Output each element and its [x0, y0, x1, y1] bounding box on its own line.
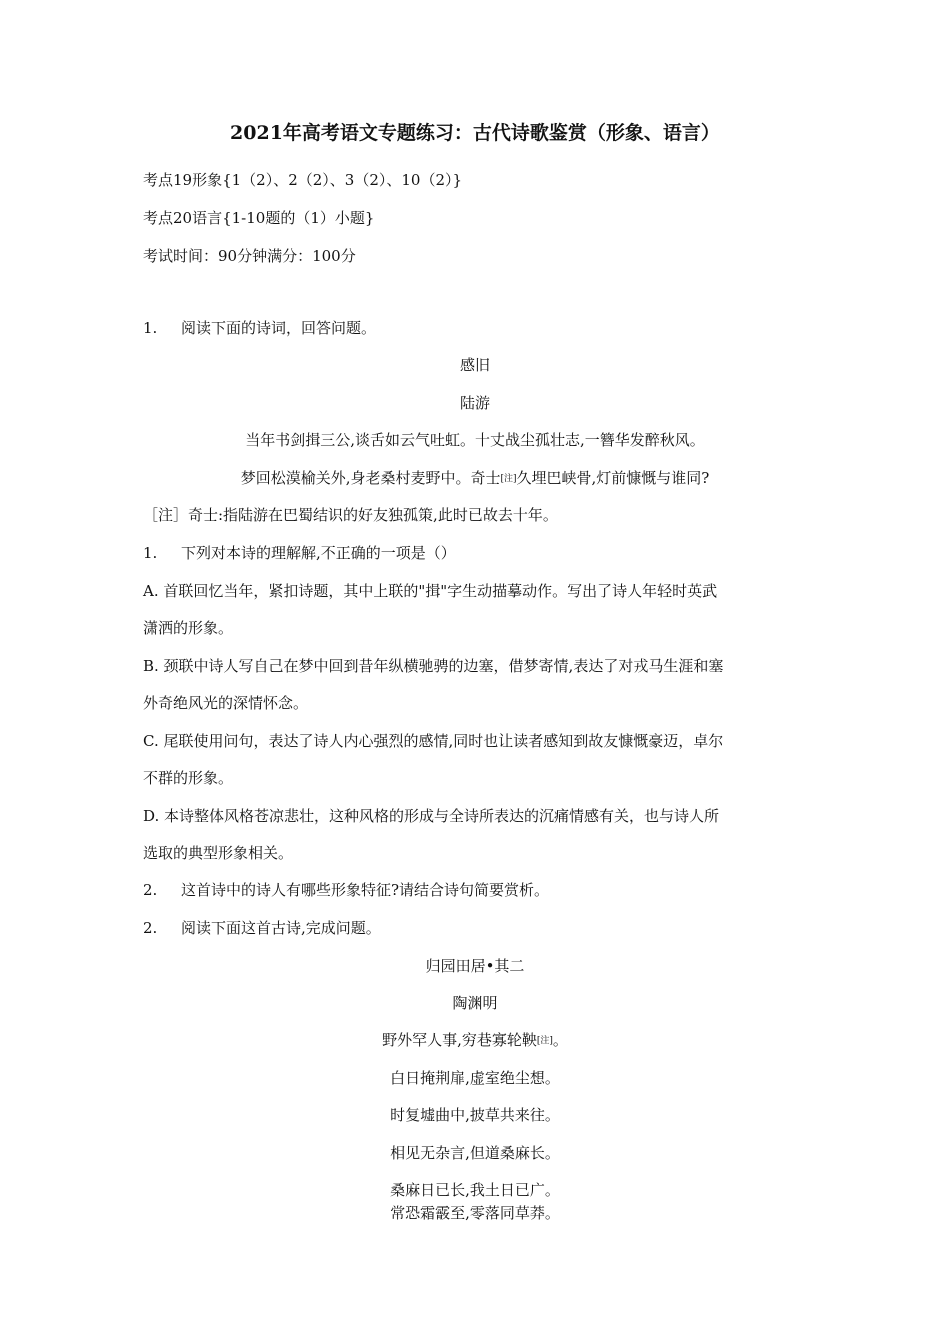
- question-1-text: 阅读下面的诗词，回答问题。: [181, 319, 377, 337]
- option-d-line-1: D. 本诗整体风格苍凉悲壮，这种风格的形成与全诗所表达的沉痛情感有关，也与诗人所: [143, 807, 720, 825]
- poem-1-line-2: [0, 468, 950, 489]
- poem-2-author: 陶渊明: [452, 994, 498, 1012]
- poem-2-line-1a: 野外罕人事,穷巷寡轮鞅: [382, 1031, 537, 1049]
- question-2-prompt: [143, 918, 381, 938]
- poem-2-line-1: [0, 1030, 950, 1051]
- option-a-line-1: A. 首联回忆当年，紧扣诗题，其中上联的"揖"字生动描摹动作。写出了诗人年轻时英武: [143, 582, 718, 600]
- poem-2-line-2: 白日掩荆扉,虚室绝尘想。: [390, 1069, 560, 1087]
- poem-2-line-4: 相见无杂言,但道桑麻长。: [390, 1144, 560, 1162]
- option-b-line-2: 外奇绝风光的深情怀念。: [143, 694, 309, 712]
- poem-1-annotation: ［注］奇士:指陆游在巴蜀结识的好友独孤策,此时已故去十年。: [143, 506, 558, 524]
- poem-2-line-5: 桑麻日已长,我土日已广。: [390, 1181, 560, 1199]
- poem-1-author: 陆游: [459, 394, 490, 412]
- sub-question-1: [143, 543, 456, 563]
- kaodian-20: 考点20语言{1-10题的（1）小题}: [143, 209, 375, 227]
- sub-question-2-text: 这首诗中的诗人有哪些形象特征?请结合诗句简要赏析。: [181, 881, 550, 899]
- note-marker: [注]: [536, 1036, 553, 1046]
- poem-2-line-3: 时复墟曲中,披草共来往。: [390, 1106, 560, 1124]
- option-a-line-2: 潇洒的形象。: [143, 619, 234, 637]
- sub-question-1-number: 1.: [143, 544, 158, 562]
- question-1-prompt: [143, 318, 376, 338]
- sub-question-1-text: 下列对本诗的理解解,不正确的一项是（）: [181, 544, 456, 562]
- poem-2-title: 归园田居•其二: [425, 957, 525, 975]
- kaodian-19: 考点19形象{1（2）、2（2）、3（2）、10（2）}: [143, 171, 463, 189]
- option-c-line-2: 不群的形象。: [143, 769, 234, 787]
- page-title: 2021年高考语文专题练习：古代诗歌鉴赏（形象、语言）: [230, 122, 720, 144]
- poem-2-line-6: 常恐霜霰至,零落同草莽。: [390, 1204, 560, 1222]
- poem-1-line-2b: 久埋巴峡骨,灯前慷慨与谁同?: [516, 469, 710, 487]
- sub-question-2: [143, 880, 549, 900]
- poem-1-line-1: 当年书剑揖三公,谈舌如云气吐虹。十丈战尘孤壮志,一簪华发醉秋风。: [245, 431, 705, 449]
- option-d-line-2: 选取的典型形象相关。: [143, 844, 294, 862]
- question-1-number: 1.: [143, 319, 158, 337]
- option-c-line-1: C. 尾联使用问句，表达了诗人内心强烈的感情,同时也让读者感知到故友慷慨豪迈，卓尔: [143, 732, 724, 750]
- sub-question-2-number: 2.: [143, 881, 158, 899]
- question-2-text: 阅读下面这首古诗,完成问题。: [181, 919, 381, 937]
- exam-time: 考试时间：90分钟满分：100分: [143, 247, 356, 265]
- poem-1-title: 感旧: [459, 356, 490, 374]
- option-b-line-1: B. 颈联中诗人写自己在梦中回到昔年纵横驰骋的边塞，借梦寄情,表达了对戎马生涯和塞: [143, 657, 724, 675]
- note-marker: [注]: [500, 474, 517, 484]
- question-2-number: 2.: [143, 919, 158, 937]
- poem-1-line-2a: 梦回松漠榆关外,身老桑村麦野中。奇士: [240, 469, 501, 487]
- poem-2-line-1b: 。: [552, 1031, 568, 1049]
